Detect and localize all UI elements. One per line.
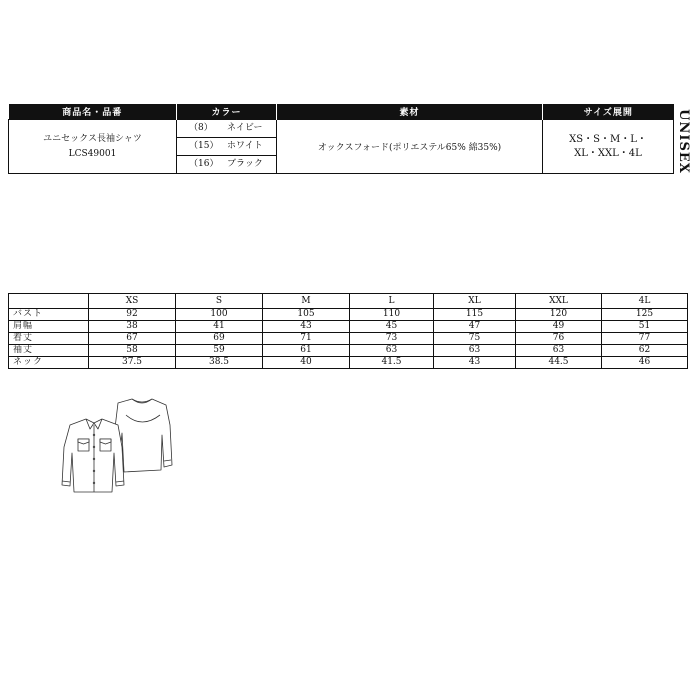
size-value: 51 <box>602 321 688 333</box>
size-value: 61 <box>263 345 350 357</box>
size-value: 71 <box>263 333 350 345</box>
size-value: 63 <box>516 345 602 357</box>
row-label: ネック <box>9 357 89 369</box>
size-range-line: XS・S・M・L・ <box>569 133 647 145</box>
size-row-neck <box>9 357 688 369</box>
color-option <box>177 156 276 173</box>
size-header: M <box>263 294 350 309</box>
color-name: ホワイト <box>227 141 263 151</box>
color-option <box>177 138 276 156</box>
size-range-cell <box>543 120 674 174</box>
size-value: 49 <box>516 321 602 333</box>
color-option <box>177 120 276 138</box>
size-header: XL <box>434 294 516 309</box>
header-size-range: サイズ展開 <box>543 104 674 120</box>
size-value: 105 <box>263 309 350 321</box>
product-cell <box>9 120 177 174</box>
size-header: XS <box>89 294 176 309</box>
size-value: 43 <box>263 321 350 333</box>
size-value: 67 <box>89 333 176 345</box>
header-material: 素材 <box>277 104 543 120</box>
color-name: ブラック <box>227 159 263 169</box>
header-product-name: 商品名・品番 <box>9 104 177 120</box>
size-chart-table <box>8 293 688 369</box>
size-value: 38.5 <box>176 357 263 369</box>
size-value: 63 <box>350 345 434 357</box>
product-name: ユニセックス長袖シャツ <box>43 133 142 144</box>
size-header-row <box>9 294 688 309</box>
size-value: 77 <box>602 333 688 345</box>
size-value: 63 <box>434 345 516 357</box>
size-header: 4L <box>602 294 688 309</box>
color-code: （16） <box>189 159 219 169</box>
size-value: 46 <box>602 357 688 369</box>
product-info-row <box>9 120 674 174</box>
size-value: 59 <box>176 345 263 357</box>
size-value: 38 <box>89 321 176 333</box>
size-value: 75 <box>434 333 516 345</box>
shirt-illustration <box>50 395 175 495</box>
row-label: バスト <box>9 309 89 321</box>
unisex-label <box>673 106 693 176</box>
size-row-bust <box>9 309 688 321</box>
color-cell <box>177 120 277 174</box>
shirt-front-view <box>62 419 124 492</box>
size-value: 100 <box>176 309 263 321</box>
size-value: 73 <box>350 333 434 345</box>
size-value: 92 <box>89 309 176 321</box>
size-value: 41 <box>176 321 263 333</box>
size-header: XXL <box>516 294 602 309</box>
size-header-blank <box>9 294 89 309</box>
size-value: 43 <box>434 357 516 369</box>
size-value: 58 <box>89 345 176 357</box>
header-color: カラー <box>177 104 277 120</box>
size-value: 115 <box>434 309 516 321</box>
size-value: 40 <box>263 357 350 369</box>
size-value: 37.5 <box>89 357 176 369</box>
size-header: L <box>350 294 434 309</box>
row-label: 着丈 <box>9 333 89 345</box>
size-value: 125 <box>602 309 688 321</box>
size-value: 44.5 <box>516 357 602 369</box>
material-cell: オックスフォード(ポリエステル65% 綿35%) <box>277 120 543 174</box>
product-info-header-row <box>9 104 674 120</box>
product-info-table <box>8 104 674 174</box>
size-value: 62 <box>602 345 688 357</box>
size-value: 41.5 <box>350 357 434 369</box>
color-code: （15） <box>189 141 219 151</box>
product-code: LCS49001 <box>68 148 117 159</box>
color-name: ネイビー <box>227 123 263 133</box>
size-range-line: XL・XXL・4L <box>574 147 642 159</box>
row-label: 肩幅 <box>9 321 89 333</box>
size-row-sleeve <box>9 345 688 357</box>
size-value: 45 <box>350 321 434 333</box>
unisex-text: UNISEX <box>675 108 691 174</box>
size-value: 76 <box>516 333 602 345</box>
row-label: 袖丈 <box>9 345 89 357</box>
size-value: 69 <box>176 333 263 345</box>
color-code: （8） <box>189 123 213 133</box>
size-value: 110 <box>350 309 434 321</box>
size-row-length <box>9 333 688 345</box>
size-row-shoulder <box>9 321 688 333</box>
size-value: 120 <box>516 309 602 321</box>
size-header: S <box>176 294 263 309</box>
size-value: 47 <box>434 321 516 333</box>
